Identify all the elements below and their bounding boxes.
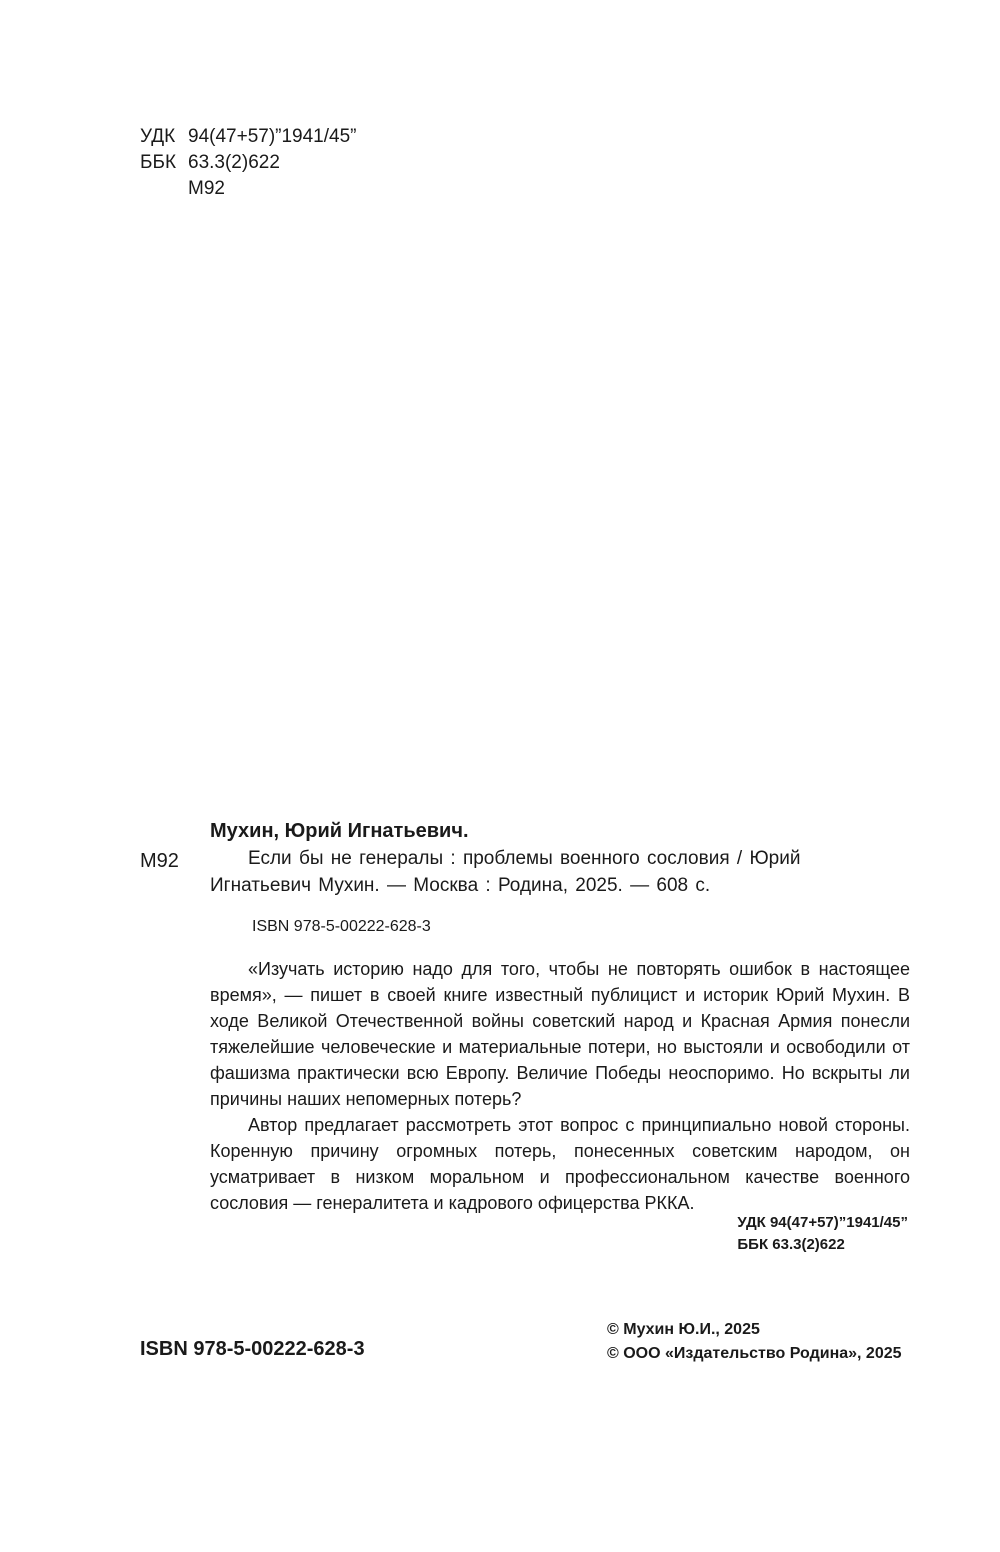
udk-bottom: УДК 94(47+57)”1941/45” [737, 1214, 908, 1231]
udk-value: 94(47+57)”1941/45” [188, 126, 357, 147]
bbk-label: ББК [140, 152, 177, 173]
bbk-row [140, 150, 357, 176]
entry-isbn: ISBN 978-5-00222-628-3 [252, 918, 431, 935]
footer-isbn: ISBN 978-5-00222-628-3 [140, 1338, 365, 1360]
margin-author-mark: М92 [140, 850, 179, 872]
author-heading: Мухин, Юрий Игнатьевич. [210, 820, 469, 842]
copyright-block [607, 1318, 902, 1366]
author-mark: М92 [188, 178, 225, 199]
copyright-author: © Мухин Ю.И., 2025 [607, 1321, 760, 1338]
annotation-paragraph: Автор предлагает рассмотреть этот вопрос с принципиально новой стороны. Коренную причину огромных потерь, понесенных советским народом, он усматривает в низком моральном и профессиональном качестве военного сословия — генералитета и кадрового офицерства РККА. [210, 1115, 910, 1213]
udk-row [140, 124, 357, 150]
catalog-entry [210, 818, 910, 1216]
bbk-bottom: ББК 63.3(2)622 [737, 1236, 845, 1253]
title-line: Игнатьевич Мухин. — Москва : Родина, 2025. — 608 с. [210, 875, 711, 896]
udk-label: УДК [140, 126, 176, 147]
classification-codes [140, 124, 357, 202]
copyright-publisher: © ООО «Издательство Родина», 2025 [607, 1345, 902, 1362]
annotation [210, 956, 910, 1216]
title-statement [210, 845, 910, 899]
title-line: Если бы не генералы : проблемы военного сословия / Юрий [248, 848, 801, 869]
entry-classification-codes [737, 1212, 908, 1256]
annotation-paragraph: «Изучать историю надо для того, чтобы не повторять ошибок в настоящее время», — пишет в своей книге известный публицист и историк Юрий Мухин. В ходе Великой Отечественной войны советский народ и Красная Армия понесли тяжелейшие человеческие и материальные потери, но выстояли и освободили от фашизма практически всю Европу. Величие Победы неоспоримо. Но вскрыты ли причины наших непомерных потерь? [210, 959, 910, 1109]
bbk-value: 63.3(2)622 [188, 152, 280, 173]
